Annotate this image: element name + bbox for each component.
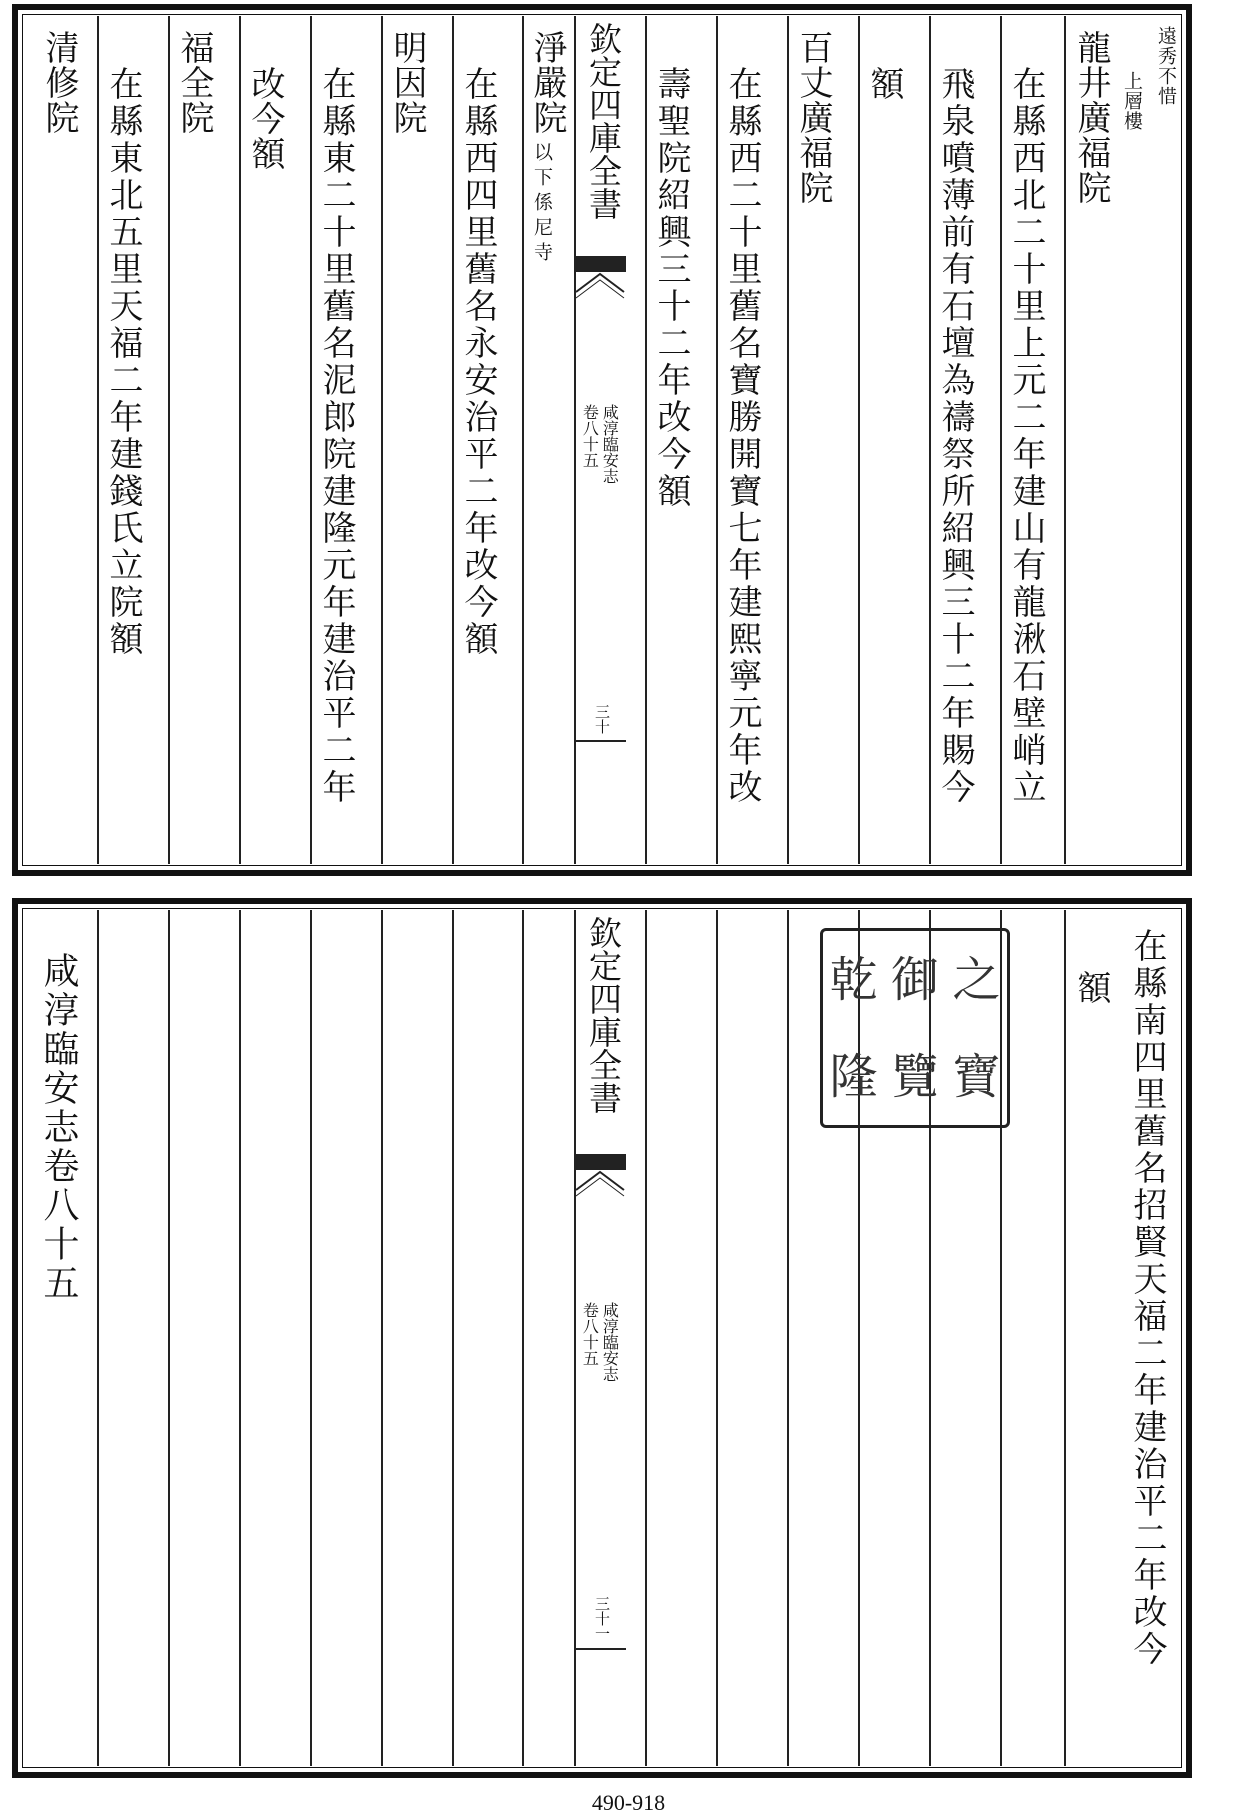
text-column: 在縣東北五里天福二年建錢氏立院額 [103,66,143,658]
banner-book-name: 咸淳臨安志 [600,404,620,484]
text-column: 在縣西二十里舊名寶勝開寶七年建熙寧元年改 [722,66,762,806]
imperial-seal: 乾 御 之 隆 覽 寶 [820,928,1010,1128]
banner-volume: 卷八十五 [580,404,600,468]
text-column: 在縣西四里舊名永安治平二年改今額 [458,66,498,658]
center-banner [574,910,626,1766]
text-column: 飛泉噴薄前有石壇為禱祭所紹興三十二年賜今 [935,66,975,806]
note-inline: 以下係尼寺 [531,142,553,267]
interlinear-note: 上層樓 [1121,71,1143,131]
fish-tail-mark [574,256,626,306]
text-column: 壽聖院紹興三十二年改今額 [651,66,691,510]
banner-book-name: 咸淳臨安志 [600,1302,620,1382]
volume-end-title: 咸淳臨安志卷八十五 [38,952,79,1303]
banner-title: 欽定四庫全書 [584,22,623,220]
text-column: 在縣南四里舊名招賢天福二年建治平二年改今 [1127,928,1167,1668]
page-bottom [12,898,1192,1778]
banner-title: 欽定四庫全書 [584,916,623,1114]
temple-heading: 福全院 [174,30,214,135]
text-column: 額 [1071,970,1111,1005]
temple-heading: 淨嚴院 [527,30,567,135]
banner-volume: 卷八十五 [580,1302,600,1366]
interlinear-note: 遠秀不惜 [1155,26,1177,106]
temple-heading: 百丈廣福院 [793,30,833,205]
page-top [12,4,1192,876]
temple-heading: 清修院 [39,30,79,135]
temple-heading: 明因院 [387,30,427,135]
text-column: 在縣西北二十里上元二年建山有龍湫石壁峭立 [1006,66,1046,806]
banner-leaf-number: 三十 [593,704,611,734]
center-banner [574,16,626,864]
text-column: 額 [864,66,904,101]
text-column: 在縣東二十里舊名泥郎院建隆元年建治平二年 [316,66,356,806]
fish-tail-mark [574,1154,626,1204]
banner-leaf-number: 三十一 [593,1596,611,1641]
text-column: 改今額 [245,66,285,171]
temple-heading: 龍井廣福院 [1071,30,1111,205]
page-number: 490-918 [591,1790,666,1815]
